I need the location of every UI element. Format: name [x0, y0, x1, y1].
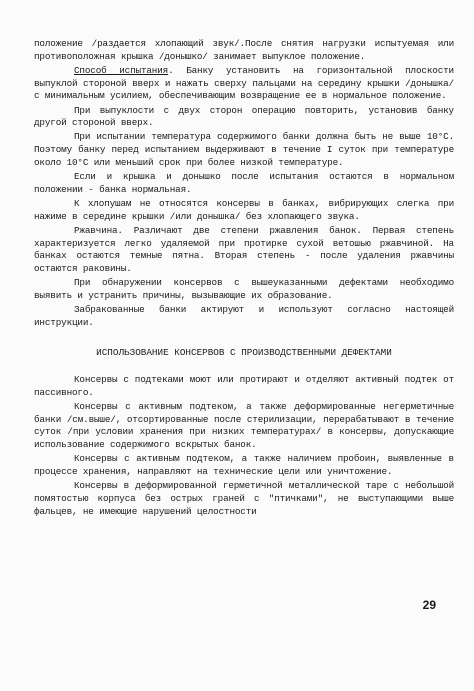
paragraph-13: Консервы в деформированной герметичной металлической таре с небольшой помятостью корпуса без острых граней с "птичками", не выступающими выше фальцев, не имеющие нарушений целостности [34, 480, 454, 517]
paragraph-2-text: . Банку установить на горизонтальной плоскости выпуклой стороной вверх и нажать сверху пальцами на середину крышки /донышка/ с минимальным усилием, обеспечивающим возвращение ее в нормальное положение. [34, 64, 454, 102]
paragraph-7: Ржавчина. Различают две степени ржавления банок. Первая степень характеризуется легко удаляемой при протирке сухой ветошью ржавчиной. На банках остаются темные пятна. Вторая степень - после удаления ржавчины остаются раковины. [34, 224, 454, 274]
paragraph-3: При выпуклости с двух сторон операцию повторить, установив банку другой стороной вверх. [34, 104, 454, 129]
paragraph-4: При испытании температура содержимого банки должна быть не выше 10°С. Поэтому банку перед испытанием выдерживают в течение I суток при температуре около 10°С или меньший срок при более низкой температуре. [34, 131, 454, 168]
section-heading: ИСПОЛЬЗОВАНИЕ КОНСЕРВОВ С ПРОИЗВОДСТВЕННЫМИ ДЕФЕКТАМИ [96, 347, 392, 359]
paragraph-1: положение /раздается хлопающий звук/.После снятия нагрузки испытуемая или противоположная крышка /донышко/ занимает выпуклое положение. [34, 38, 454, 62]
paragraph-8: При обнаружении консервов с вышеуказанными дефектами необходимо выявить и устранить причины, вызывающие их образование. [34, 277, 454, 301]
body-text [34, 38, 454, 520]
paragraph-12: Консервы с активным подтеком, а также наличием пробоин, выявленные в процессе хранения, направляют на технические цели или уничтожение. [34, 453, 454, 478]
page-number: 29 [422, 598, 436, 612]
paragraph-11: Консервы с активным подтеком, а также деформированные негерметичные банки /см.выше/, отсортированные после стерилизации, перерабатывают в течение суток /при условии хранения при низких температурах/ в консервы, допускающие использование содержимого вскрытых банок. [34, 401, 454, 451]
paragraph-2 [34, 65, 454, 103]
paragraph-10: Консервы с подтеками моют или протирают и отделяют активный подтек от пассивного. [34, 374, 454, 398]
paragraph-5: Если и крышка и донышко после испытания остаются в нормальном положении - банка нормальная. [34, 171, 454, 195]
paragraph-9: Забракованные банки актируют и используют согласно настоящей инструкции. [34, 304, 454, 328]
method-heading: Способ испытания [74, 64, 169, 76]
paragraph-6: К хлопушам не относятся консервы в банках, вибрирующих слегка при нажиме в середине крышки /или донышка/ без хлопающего звука. [34, 197, 454, 222]
